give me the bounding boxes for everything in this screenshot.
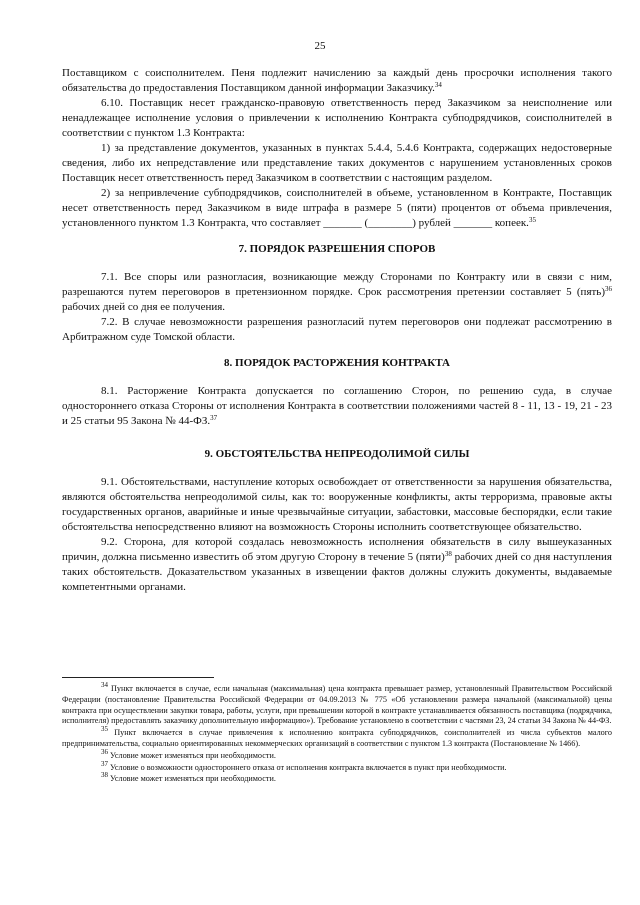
paragraph-6-10-item-2 bbox=[62, 186, 612, 231]
footnote-ref-34: 34 bbox=[434, 81, 442, 89]
paragraph-6-10-item-1: 1) за представление документов, указанных в пунктах 5.4.4, 5.4.6 Контракта, содержащих недостоверные сведения, либо их непредставление или представление таких документов с нарушением установленных сроков Поставщик несет ответственность перед Заказчиком в соответствии с настоящим разделом. bbox=[62, 142, 612, 184]
footnote-number: 36 bbox=[101, 747, 108, 756]
footnote-ref-36: 36 bbox=[605, 285, 612, 293]
footnote-text: Пункт включается в случае привлечения к исполнению контракта субподрядчиков, соисполнителей из числа субъектов малого предпринимательства, социально ориентированных некоммерческих организаций в соответствии с пунктом 1.3 контракта (Постановление № 1466). bbox=[62, 728, 612, 748]
paragraph-8-1 bbox=[62, 384, 612, 429]
paragraph-7-2: 7.2. В случае невозможности разрешения разногласий путем переговоров они подлежат рассмотрению в Арбитражном суде Томской области. bbox=[62, 316, 612, 343]
footnote-ref-37: 37 bbox=[210, 414, 218, 422]
footnote-text: Условие может изменяться при необходимости. bbox=[108, 774, 276, 784]
footnotes bbox=[62, 681, 612, 785]
paragraph-penalty-end bbox=[62, 66, 612, 96]
footnote-36 bbox=[62, 747, 612, 762]
paragraph-text: рабочих дней со дня ее получения. bbox=[62, 301, 226, 313]
footnote-number: 38 bbox=[101, 771, 108, 780]
paragraph-text: Поставщиком с соисполнителем. Пеня подлежит начислению за каждый день просрочки исполнения такого обязательства до предоставления Поставщиком данной информации Заказчику. bbox=[62, 67, 612, 94]
footnote-ref-38: 38 bbox=[444, 550, 452, 558]
paragraph-text: рабочих дней со дня наступления таких обстоятельств. Доказательством указанных в извещении фактов должны служить документы, выдаваемые компетентными органами. bbox=[62, 551, 612, 593]
section-7-heading: 7. ПОРЯДОК РАЗРЕШЕНИЯ СПОРОВ bbox=[238, 243, 436, 255]
footnote-35 bbox=[62, 725, 612, 750]
footnote-text: Пункт включается в случае, если начальная (максимальная) цена контракта превышает размер, установленный Правительством Российской Федерации (постановление Правительства Российской Федерации от 04.09.2013 № 775 «Об установлении размера начальной (максимальной) цены контракта при осуществлении закупки товара, работы, услуги, при превышении которой в контракте устанавливается обязанность поставщика (подрядчика, исполнителя) предоставлять заказчику дополнительную информацию»). Требование установлено в соответствии с частями 23, 24 статьи 34 Закона № 44-ФЗ. bbox=[62, 684, 612, 726]
paragraph-6-10: 6.10. Поставщик несет гражданско-правовую ответственность перед Заказчиком за неисполнение или ненадлежащее исполнение условия о привлечении к исполнению Контракта субподрядчиков, соисполнителей в соответствии с пунктом 1.3 Контракта: bbox=[62, 97, 612, 139]
page-number: 25 bbox=[314, 40, 326, 52]
footnote-text: Условие может изменяться при необходимости. bbox=[108, 750, 276, 760]
footnote-34 bbox=[62, 681, 612, 727]
paragraph-9-1: 9.1. Обстоятельствами, наступление которых освобождает от ответственности за нарушения обязательства, являются обстоятельства непреодолимой силы, как то: вооруженные конфликты, акты терроризма, правовые акты государственных органов, аварийные и иные чрезвычайные ситуации, забастовки, массовые беспорядки, если такие обстоятельства непосредственно влияют на возможность Стороны исполнить соответствующее обязательство. bbox=[62, 476, 612, 533]
paragraph-7-1 bbox=[62, 270, 612, 315]
footnote-ref-35: 35 bbox=[528, 216, 536, 224]
paragraph-text: 7.1. Все споры или разногласия, возникающие между Сторонами по Контракту или в связи с ним, разрешаются путем переговоров в претензионном порядке. Срок рассмотрения претензии составляет 5 (пять) bbox=[62, 271, 612, 298]
section-9-heading: 9. ОБСТОЯТЕЛЬСТВА НЕПРЕОДОЛИМОЙ СИЛЫ bbox=[204, 448, 470, 460]
section-8-heading: 8. ПОРЯДОК РАСТОРЖЕНИЯ КОНТРАКТА bbox=[224, 357, 450, 369]
footnote-text: Условие о возможности одностороннего отказа от исполнения контракта включается в пункт при необходимости. bbox=[108, 762, 507, 772]
footnote-number: 35 bbox=[101, 725, 108, 734]
footnote-38 bbox=[62, 771, 612, 785]
main-text bbox=[62, 66, 612, 595]
footnote-number: 37 bbox=[101, 759, 108, 768]
footnote-37 bbox=[62, 759, 612, 774]
paragraph-text: 9.2. Сторона, для которой создалась невозможность исполнения обязательств в силу вышеуказанных причин, должна письменно известить об этом другую Сторону в течение 5 (пяти) bbox=[62, 536, 612, 563]
paragraph-text: 2) за непривлечение субподрядчиков, соисполнителей в объеме, установленном в Контракте, Поставщик несет ответственность перед Заказчиком в виде штрафа в размере 5 (пяти) процентов от объема привлечения, установленного пунктом 1.3 Контракта, что составляет _______ (________) рублей _______ копеек. bbox=[62, 187, 612, 229]
paragraph-9-2 bbox=[62, 535, 612, 595]
footnote-separator bbox=[62, 677, 214, 678]
paragraph-text: 8.1. Расторжение Контракта допускается по соглашению Сторон, по решению суда, в случае одностороннего отказа Стороны от исполнения Контракта в соответствии положениями частей 8 - 11, 13 - 19, 21 - 23 и 25 статьи 95 Закона № 44-ФЗ. bbox=[62, 385, 612, 427]
footnote-number: 34 bbox=[101, 681, 108, 689]
